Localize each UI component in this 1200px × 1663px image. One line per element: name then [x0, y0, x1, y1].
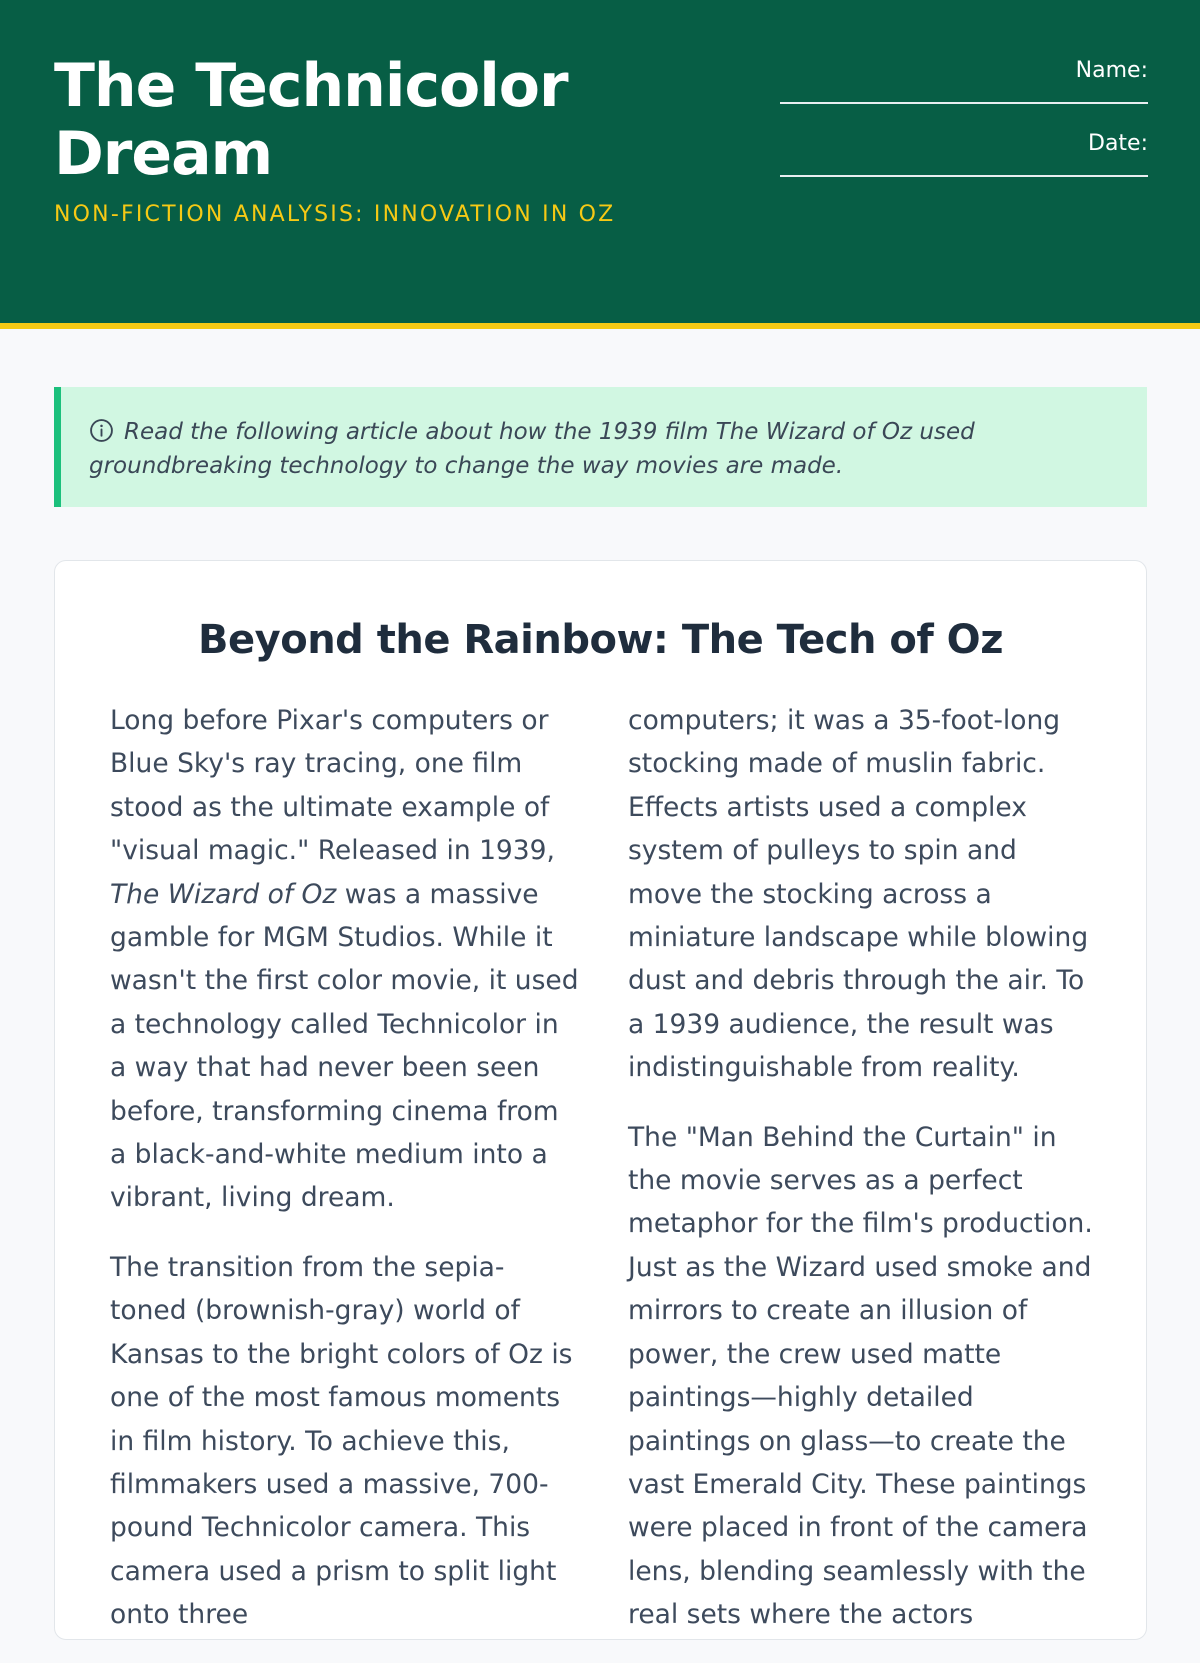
date-field[interactable] — [780, 131, 1148, 177]
name-field[interactable] — [780, 58, 1148, 104]
instructions-text: Read the following article about how the 1939 film The Wizard of Oz used groundbreaking technology to change the way movies are made. — [89, 419, 975, 479]
instructions-callout — [54, 387, 1147, 507]
worksheet-header — [0, 0, 1200, 329]
article-column-right — [628, 699, 1098, 1663]
name-line[interactable] — [780, 102, 1148, 104]
page-title: The Technicolor Dream — [54, 51, 568, 189]
info-icon — [89, 418, 114, 443]
article-paragraph: computers; it was a 35-foot-long stocking made of muslin fabric. Effects artists used a complex system of pulleys to spin and move the stocking across a miniature landscape while blowing dust and debris through the air. To a 1939 audience, the result was indistinguishable from reality. — [628, 705, 1089, 1084]
article-card — [54, 560, 1147, 1640]
article-column-left — [110, 699, 580, 1663]
article-paragraph: Long before Pixar's computers or Blue Sky's ray tracing, one film stood as the ultimate example of "visual magic." Released in 1939, The Wizard of Oz was a massive gamble for MGM Studios. While it wasn't the first color movie, it used a technology called Technicolor in a way that had never been seen before, transforming cinema from a black-and-white medium into a vibrant, living dream. — [110, 705, 579, 1214]
film-title: The Wizard of Oz — [110, 878, 337, 910]
date-line[interactable] — [780, 175, 1148, 177]
article-paragraph: The transition from the sepia-toned (brownish-gray) world of Kansas to the bright colors of Oz is one of the most famous moments in film history. To achieve this, filmmakers used a massive, 700-pound Technicolor camera. This camera used a prism to split light onto three — [110, 1251, 573, 1631]
name-label: Name: — [1075, 58, 1148, 83]
article-paragraph: The "Man Behind the Curtain" in the movie serves as a perfect metaphor for the film's production. Just as the Wizard used smoke and mirrors to create an illusion of power, the crew used matte paintings—highly detailed paintings on glass—to create the vast Emerald City. These paintings were placed in front of the camera lens, blending seamlessly with the real sets where the actors — [628, 1121, 1093, 1631]
page-subtitle: NON-FICTION ANALYSIS: INNOVATION IN OZ — [54, 202, 616, 227]
article-title: Beyond the Rainbow: The Tech of Oz — [198, 617, 1003, 663]
date-label: Date: — [1088, 131, 1148, 156]
